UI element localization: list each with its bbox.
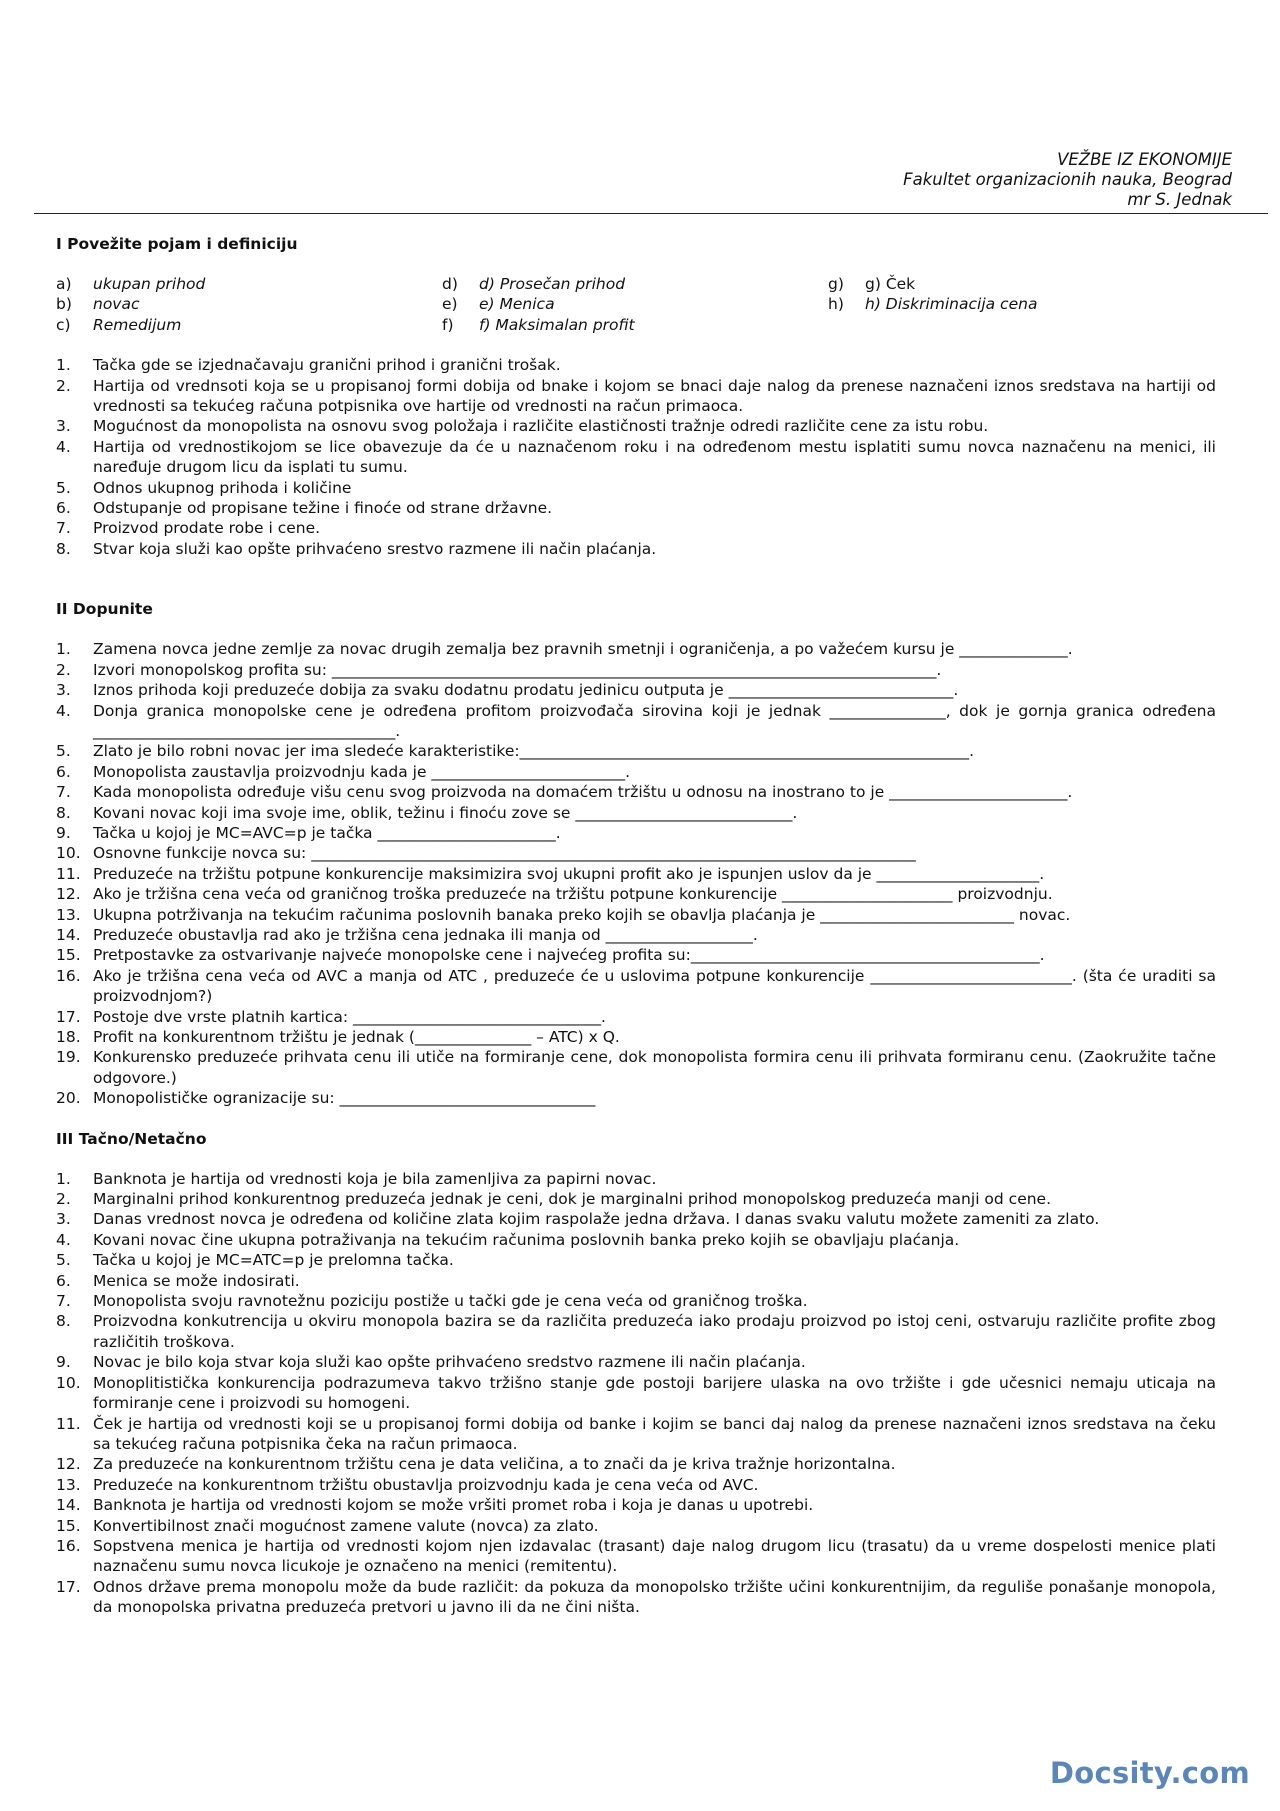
item-number: 16. xyxy=(56,966,81,985)
term-item: a) ukupan prihod xyxy=(56,275,206,293)
item-text: Pretpostavke za ostvarivanje najveće monopolske cene i najvećeg profita su:_____________________________________________. xyxy=(93,946,1045,965)
item-text: Kovani novac koji ima svoje ime, oblik, težinu i finoću zove se ____________________________. xyxy=(93,803,798,822)
term-item: c) Remedijum xyxy=(56,315,182,334)
item-text: Kovani novac čine ukupna potraživanja na tekućim računima poslovnih banka preko kojih se obavljaju plaćanja. xyxy=(93,1230,960,1249)
list-item xyxy=(56,376,1216,417)
item-text: Tačka u kojoj je MC=AVC=p je tačka _______________________. xyxy=(93,823,561,842)
list-item xyxy=(56,660,1216,680)
item-number: 17. xyxy=(56,1007,81,1026)
item-text: Konkurensko preduzeće prihvata cenu ili utiče na formiranje cene, dok monopolista formira cenu ili prihvata formiranu cenu. (Zaokružite tačne odgovore.) xyxy=(93,1048,1216,1087)
list-item xyxy=(56,1027,1216,1047)
item-number: 3. xyxy=(56,681,71,700)
item-number: 11. xyxy=(56,864,81,883)
item-text: Tačka gde se izjednačavaju granični prihod i granični trošak. xyxy=(93,356,561,375)
item-text: Preduzeće na konkurentnom tržištu obustavlja proizvodnju kada je cena veća od AVC. xyxy=(93,1475,759,1494)
item-text: Osnovne funkcije novca su: ______________________________________________________________________________ xyxy=(93,844,916,863)
true-false-list xyxy=(56,1169,1216,1618)
item-text: Preduzeće na tržištu potpune konkurencije maksimizira svoj ukupni profit ako je ispunjen uslov da je _____________________. xyxy=(93,864,1045,883)
fill-in-list xyxy=(56,639,1216,1108)
item-number: 2. xyxy=(56,660,71,679)
item-text: Ako je tržišna cena veća od AVC a manja od ATC , preduzeće će u uslovima potpune konkurencije __________________________. (šta će uraditi sa proizvodnjom?) xyxy=(93,966,1216,1006)
list-item xyxy=(56,437,1216,478)
item-number: 5. xyxy=(56,1251,71,1270)
section3-title: III Tačno/Netačno xyxy=(56,1129,207,1148)
definitions-list xyxy=(56,355,1216,559)
item-number: 19. xyxy=(56,1048,81,1067)
item-text: Za preduzeće na konkurentnom tržištu cena je data veličina, a to znači da je kriva tražnje horizontalna. xyxy=(93,1455,896,1474)
item-text: Kada monopolista određuje višu cenu svog proizvoda na domaćem tržištu u odnosu na inostrano to je _______________________. xyxy=(93,783,1073,802)
item-text: Banknota je hartija od vrednosti koja je bila zamenljiva za papirni novac. xyxy=(93,1169,657,1188)
item-number: 2. xyxy=(56,1190,71,1209)
item-text: Sopstvena menica je hartija od vrednosti kojom njen izdavalac (trasant) daje nalog drugom licu (trasatu) da u vreme dospelosti menice plati naznačenu sumu novca licukoje je označeno na menici (remitentu). xyxy=(93,1536,1216,1576)
list-item xyxy=(56,416,1216,436)
header-course-title: VEŽBE IZ EKONOMIJE xyxy=(1057,150,1232,169)
item-text: Zlato je bilo robni novac jer ima sledeće karakteristike:__________________________________________________________. xyxy=(93,742,975,761)
terms-column-1 xyxy=(56,274,442,335)
terms-column-3 xyxy=(828,274,1216,335)
item-text: Ček je hartija od vrednosti koji se u propisanoj formi dobija od banke i kojim se banci daj nalog da prenese naznačeni iznos sredstava na čeku sa tekućeg računa potpisnika čeka na račun primaoca. xyxy=(93,1414,1216,1453)
item-text: Odnos države prema monopolu može da bude različit: da pokuza da monopolsko tržište učini konkurentnijim, da reguliše ponašanje monopola, da monopolska privatna preduzeća pretvori u javno ili da ne čini ništa. xyxy=(93,1577,1216,1617)
list-item xyxy=(56,864,1216,884)
item-number: 8. xyxy=(56,1312,71,1331)
item-text: Monopolista zaustavlja proizvodnju kada je _________________________. xyxy=(93,762,631,781)
item-number: 6. xyxy=(56,762,71,781)
item-number: 4. xyxy=(56,1230,71,1249)
list-item xyxy=(56,1475,1216,1495)
item-number: 6. xyxy=(56,1271,71,1290)
item-number: 10. xyxy=(56,1373,81,1392)
list-item xyxy=(56,1352,1216,1372)
item-number: 1. xyxy=(56,356,71,375)
list-item xyxy=(56,1311,1216,1352)
item-text: Preduzeće obustavlja rad ako je tržišna cena jednaka ili manja od ___________________. xyxy=(93,925,758,944)
list-item xyxy=(56,966,1216,1007)
list-item xyxy=(56,639,1216,659)
item-number: 13. xyxy=(56,905,81,924)
list-item xyxy=(56,1189,1216,1209)
list-item xyxy=(56,498,1216,518)
item-text: Danas vrednost novca je određena od količine zlata kojim raspolaže jedna država. I danas svaku valutu možete zameniti za zlato. xyxy=(93,1210,1100,1229)
list-item xyxy=(56,539,1216,559)
list-item xyxy=(56,1230,1216,1250)
item-number: 10. xyxy=(56,844,81,863)
item-number: 4. xyxy=(56,437,71,456)
list-item xyxy=(56,518,1216,538)
item-number: 6. xyxy=(56,499,71,518)
list-item xyxy=(56,1271,1216,1291)
document-header xyxy=(632,150,1232,210)
item-number: 14. xyxy=(56,925,81,944)
item-number: 8. xyxy=(56,803,71,822)
list-item xyxy=(56,741,1216,761)
list-item xyxy=(56,1495,1216,1515)
terms-grid xyxy=(56,274,1216,335)
item-text: Zamena novca jedne zemlje za novac drugih zemalja bez pravnih smetnji i ograničenja, a po važećem kursu je ______________. xyxy=(93,640,1073,659)
header-author: mr S. Jednak xyxy=(1127,190,1232,209)
list-item xyxy=(56,823,1216,843)
item-text: Marginalni prihod konkurentnog preduzeća jednak je ceni, dok je marginalni prihod monopolskog preduzeća manji od cene. xyxy=(93,1190,1052,1209)
header-faculty: Fakultet organizacionih nauka, Beograd xyxy=(903,170,1232,189)
item-text: Odnos ukupnog prihoda i količine xyxy=(93,478,352,497)
list-item xyxy=(56,762,1216,782)
item-text: Stvar koja služi kao opšte prihvaćeno srestvo razmene ili način plaćanja. xyxy=(93,539,657,558)
item-number: 14. xyxy=(56,1496,81,1515)
list-item xyxy=(56,1414,1216,1455)
item-number: 12. xyxy=(56,885,81,904)
item-text: Monoplitistička konkurencija podrazumeva takvo tržišno stanje gde postoji barijere ulaska na ovo tržište i gde učesnici nemaju uticaja na formiranje cene i proizvodi su homogeni. xyxy=(93,1373,1216,1413)
list-item xyxy=(56,1209,1216,1229)
item-text: Tačka u kojoj je MC=ATC=p je prelomna tačka. xyxy=(93,1251,454,1270)
list-item xyxy=(56,355,1216,375)
list-item xyxy=(56,925,1216,945)
document-body xyxy=(56,234,1216,1618)
item-text: Novac je bilo koja stvar koja služi kao opšte prihvaćeno sredstvo razmene ili način plaćanja. xyxy=(93,1353,806,1372)
list-item xyxy=(56,843,1216,863)
list-item xyxy=(56,782,1216,802)
item-text: Proizvod prodate robe i cene. xyxy=(93,519,321,538)
list-item xyxy=(56,1291,1216,1311)
item-text: Donja granica monopolske cene je određena profitom proizvođača sirovina koji je jednak _______________, dok je gornja granica određena _______________________________________. xyxy=(93,701,1216,740)
term-item: d) d) Prosečan prihod xyxy=(442,275,626,293)
item-number: 15. xyxy=(56,946,81,965)
list-item xyxy=(56,1047,1216,1088)
item-text: Mogućnost da monopolista na osnovu svog položaja i različite elastičnosti tražnje odredi različite cene za istu robu. xyxy=(93,417,989,436)
item-text: Monopolističke ogranizacije su: _________________________________ xyxy=(93,1089,596,1108)
list-item xyxy=(56,1088,1216,1108)
item-text: Postoje dve vrste platnih kartica: ________________________________. xyxy=(93,1007,606,1026)
item-number: 9. xyxy=(56,1353,71,1372)
docsity-logo: Docsity.com xyxy=(1049,1756,1250,1790)
item-number: 17. xyxy=(56,1577,81,1596)
list-item xyxy=(56,1373,1216,1414)
item-number: 16. xyxy=(56,1536,81,1555)
item-text: Banknota je hartija od vrednosti kojom se može vršiti promet roba i koja je danas u upotrebi. xyxy=(93,1496,814,1515)
item-number: 15. xyxy=(56,1516,81,1535)
item-number: 1. xyxy=(56,1169,71,1188)
item-number: 1. xyxy=(56,640,71,659)
item-number: 12. xyxy=(56,1455,81,1474)
item-text: Menica se može indosirati. xyxy=(93,1271,300,1290)
item-number: 11. xyxy=(56,1414,81,1433)
item-number: 18. xyxy=(56,1028,81,1046)
section2-title: II Dopunite xyxy=(56,600,153,619)
item-text: Konvertibilnost znači mogućnost zamene valute (novca) za zlato. xyxy=(93,1516,599,1535)
list-item xyxy=(56,1577,1216,1618)
item-number: 5. xyxy=(56,478,71,497)
list-item xyxy=(56,945,1216,965)
list-item xyxy=(56,1454,1216,1474)
header-divider xyxy=(34,213,1268,214)
list-item xyxy=(56,478,1216,498)
item-number: 7. xyxy=(56,1292,71,1311)
list-item xyxy=(56,905,1216,925)
term-item: g) g) Ček xyxy=(828,275,916,293)
item-text: Ako je tržišna cena veća od graničnog troška preduzeće na tržištu potpune konkurencije ______________________ proizvodnju. xyxy=(93,885,1053,904)
list-item xyxy=(56,1516,1216,1536)
terms-column-2 xyxy=(442,274,828,335)
list-item xyxy=(56,1169,1216,1189)
item-number: 8. xyxy=(56,539,71,558)
section1-title: I Povežite pojam i definiciju xyxy=(56,235,298,253)
item-number: 9. xyxy=(56,823,71,842)
item-number: 3. xyxy=(56,1210,71,1229)
item-text: Iznos prihoda koji preduzeće dobija za svaku dodatnu prodatu jedinicu outputa je _____________________________. xyxy=(93,681,959,700)
term-item: e) e) Menica xyxy=(442,295,555,314)
item-number: 4. xyxy=(56,701,71,720)
item-text: Ukupna potrživanja na tekućim računima poslovnih banaka preko kojih se obavlja plaćanja je _________________________ novac. xyxy=(93,905,1071,924)
list-item xyxy=(56,680,1216,700)
list-item xyxy=(56,884,1216,904)
item-text: Odstupanje od propisane težine i finoće od strane državne. xyxy=(93,499,553,518)
list-item xyxy=(56,1536,1216,1577)
item-text: Monopolista svoju ravnotežnu poziciju postiže u tački gde je cena veća od graničnog troška. xyxy=(93,1292,808,1311)
list-item xyxy=(56,1007,1216,1027)
term-item: b) novac xyxy=(56,295,140,314)
list-item xyxy=(56,701,1216,742)
item-text: Proizvodna konkutrencija u okviru monopola bazira se da različita preduzeća iako prodaju proizvod po istoj ceni, ostvaruju različite profite zbog različitih troškova. xyxy=(93,1312,1216,1351)
item-number: 5. xyxy=(56,742,71,761)
item-text: Hartija od vrednostikojom se lice obavezuje da će u naznačenom roku i na određenom mestu isplatiti sumu novca naznačenu na menici, ili naređuje drugom licu da isplati tu sumu. xyxy=(93,437,1216,477)
item-text: Izvori monopolskog profita su: ______________________________________________________________________________. xyxy=(93,660,942,679)
term-item: h) h) Diskriminacija cena xyxy=(828,295,1038,314)
item-text: Profit na konkurentnom tržištu je jednak (_______________ – ATC) x Q. xyxy=(93,1028,620,1046)
item-number: 2. xyxy=(56,376,71,395)
list-item xyxy=(56,803,1216,823)
item-number: 20. xyxy=(56,1089,81,1108)
item-number: 13. xyxy=(56,1475,81,1494)
list-item xyxy=(56,1250,1216,1270)
item-number: 7. xyxy=(56,783,71,802)
item-number: 7. xyxy=(56,519,71,538)
item-text: Hartija od vrednsoti koja se u propisanoj formi dobija od bnake i kojom se bnaci daje nalog da prenese naznačeni iznos sredstava na hartiji od vrednosti sa tekućeg računa potpisnika ove hartije od vrednosti na račun primaoca. xyxy=(93,376,1216,416)
term-item: f) f) Maksimalan profit xyxy=(442,315,635,334)
item-number: 3. xyxy=(56,417,71,436)
